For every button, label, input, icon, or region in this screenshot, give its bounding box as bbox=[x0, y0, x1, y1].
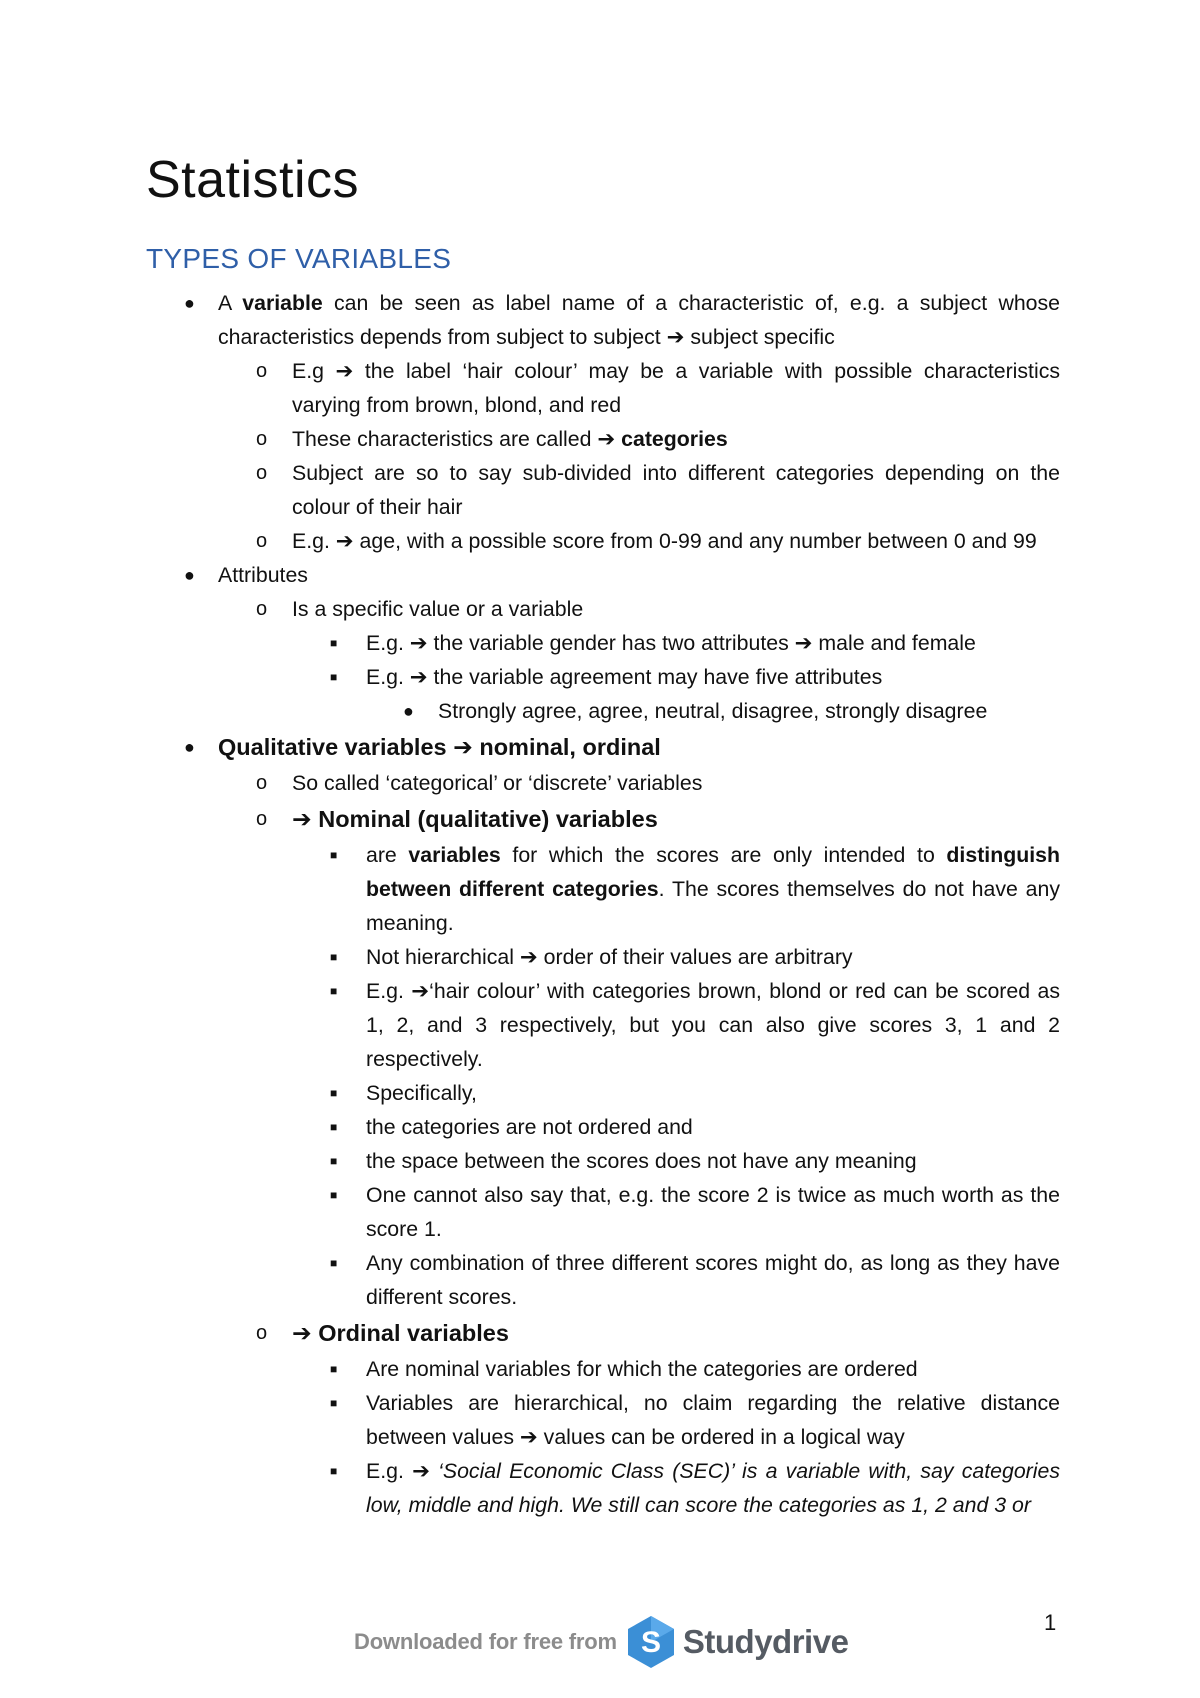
list-item bbox=[146, 800, 1060, 838]
bullet-marker: ■ bbox=[330, 848, 338, 862]
item-text: One cannot also say that, e.g. the score 2 is twice as much worth as the score 1. bbox=[366, 1183, 1060, 1241]
bullet-marker: ■ bbox=[330, 1396, 338, 1410]
section-heading: TYPES OF VARIABLES bbox=[146, 243, 452, 274]
list-item bbox=[146, 422, 1060, 456]
list-item bbox=[146, 1454, 1060, 1522]
studydrive-logo-icon bbox=[625, 1614, 677, 1670]
list-item bbox=[146, 354, 1060, 422]
bullet-marker: o bbox=[256, 360, 268, 382]
list-item bbox=[146, 626, 1060, 660]
bullet-marker: ■ bbox=[330, 670, 338, 684]
item-text: distinguish between different categories bbox=[366, 843, 1060, 901]
item-text: Subject are so to say sub-divided into different categories depending on the colour of their hair bbox=[292, 461, 1060, 519]
bullet-marker: ■ bbox=[330, 1256, 338, 1270]
bullet-marker: o bbox=[256, 428, 268, 450]
footer-brand: Studydrive bbox=[682, 1623, 849, 1660]
list-item bbox=[146, 1144, 1060, 1178]
bullet-marker: ■ bbox=[330, 1188, 338, 1202]
bullet-marker: o bbox=[256, 772, 268, 794]
bullet-marker: o bbox=[256, 808, 268, 830]
item-text: E.g ➔ the label ‘hair colour’ may be a variable with possible characteristics varying from brown, blond, and red bbox=[292, 359, 1060, 417]
list-item bbox=[146, 1110, 1060, 1144]
bullet-marker: ■ bbox=[330, 950, 338, 964]
item-text: categories bbox=[621, 427, 728, 451]
item-text: E.g. ➔ the variable agreement may have five attributes bbox=[366, 665, 883, 689]
logo-letter: S bbox=[640, 1626, 661, 1659]
bullet-marker: ● bbox=[184, 737, 195, 757]
list-item bbox=[146, 728, 1060, 766]
item-text: Specifically, bbox=[366, 1081, 477, 1105]
item-text: ➔ Ordinal variables bbox=[292, 1320, 509, 1346]
item-text: Any combination of three different scores might do, as long as they have different scores. bbox=[366, 1251, 1060, 1309]
item-text: E.g. ➔ age, with a possible score from 0-99 and any number between 0 and 99 bbox=[292, 529, 1037, 553]
bullet-marker: ■ bbox=[330, 984, 338, 998]
bullet-list bbox=[146, 286, 1060, 1522]
item-text: E.g. ➔‘hair colour’ with categories brown, blond or red can be scored as 1, 2, and 3 respectively, but you can also give scores 3, 1 and 2 respectively. bbox=[366, 979, 1060, 1071]
list-item bbox=[146, 766, 1060, 800]
list-item bbox=[146, 1352, 1060, 1386]
list-item bbox=[146, 1076, 1060, 1110]
item-text: ‘Social Economic Class (SEC)’ is a variable with, say categories low, middle and high. We still can score the categories as 1, 2 and 3 or bbox=[366, 1459, 1060, 1517]
bullet-marker: ■ bbox=[330, 1362, 338, 1376]
item-text: Is a specific value or a variable bbox=[292, 597, 584, 621]
bullet-marker: o bbox=[256, 598, 268, 620]
item-text: So called ‘categorical’ or ‘discrete’ variables bbox=[292, 771, 703, 795]
bullet-marker: ■ bbox=[330, 1464, 338, 1478]
footer-text: Downloaded for free from bbox=[354, 1629, 617, 1654]
item-text: variables bbox=[408, 843, 501, 867]
bullet-marker: ■ bbox=[330, 1154, 338, 1168]
list-item bbox=[146, 838, 1060, 940]
item-text: the space between the scores does not have any meaning bbox=[366, 1149, 917, 1173]
list-item bbox=[146, 694, 1060, 728]
list-item bbox=[146, 1178, 1060, 1246]
list-item bbox=[146, 974, 1060, 1076]
item-text: . The scores themselves do not have any meaning. bbox=[366, 877, 1060, 935]
list-item bbox=[146, 286, 1060, 354]
item-text: Variables are hierarchical, no claim regarding the relative distance between values ➔ values can be ordered in a logical way bbox=[366, 1391, 1060, 1449]
download-footer[interactable] bbox=[354, 1612, 848, 1672]
bullet-marker: ● bbox=[403, 701, 414, 721]
item-text: These characteristics are called ➔ bbox=[292, 427, 622, 451]
item-text: for which the scores are only intended to bbox=[500, 843, 947, 867]
list-item bbox=[146, 1314, 1060, 1352]
item-text: Qualitative variables ➔ nominal, ordinal bbox=[218, 734, 661, 760]
item-text: Attributes bbox=[218, 563, 308, 587]
list-item bbox=[146, 1246, 1060, 1314]
list-item bbox=[146, 660, 1060, 694]
list-item bbox=[146, 592, 1060, 626]
item-text: ➔ Nominal (qualitative) variables bbox=[292, 806, 658, 832]
list-item bbox=[146, 1386, 1060, 1454]
list-item bbox=[146, 456, 1060, 524]
list-item bbox=[146, 940, 1060, 974]
item-text: variable bbox=[242, 291, 323, 315]
item-text: can be seen as label name of a characteristic of, e.g. a subject whose characteristics depends from subject to subject ➔ subject specific bbox=[218, 291, 1061, 349]
item-text: Strongly agree, agree, neutral, disagree, strongly disagree bbox=[438, 699, 988, 723]
bullet-marker: ● bbox=[184, 293, 195, 313]
item-text: are bbox=[366, 843, 409, 867]
item-text: E.g. ➔ the variable gender has two attributes ➔ male and female bbox=[366, 631, 976, 655]
list-item bbox=[146, 558, 1060, 592]
document-title: Statistics bbox=[146, 151, 360, 209]
bullet-marker: ■ bbox=[330, 636, 338, 650]
item-text: A bbox=[218, 291, 243, 315]
item-text: Are nominal variables for which the categories are ordered bbox=[366, 1357, 918, 1381]
bullet-marker: o bbox=[256, 530, 268, 552]
list-item bbox=[146, 524, 1060, 558]
bullet-marker: ■ bbox=[330, 1086, 338, 1100]
bullet-marker: o bbox=[256, 462, 268, 484]
bullet-marker: ● bbox=[184, 565, 195, 585]
item-text: Not hierarchical ➔ order of their values are arbitrary bbox=[366, 945, 853, 969]
item-text: E.g. ➔ bbox=[366, 1459, 439, 1483]
bullet-marker: ■ bbox=[330, 1120, 338, 1134]
page-number: 1 bbox=[1044, 1610, 1057, 1635]
item-text: the categories are not ordered and bbox=[366, 1115, 693, 1139]
bullet-marker: o bbox=[256, 1322, 268, 1344]
